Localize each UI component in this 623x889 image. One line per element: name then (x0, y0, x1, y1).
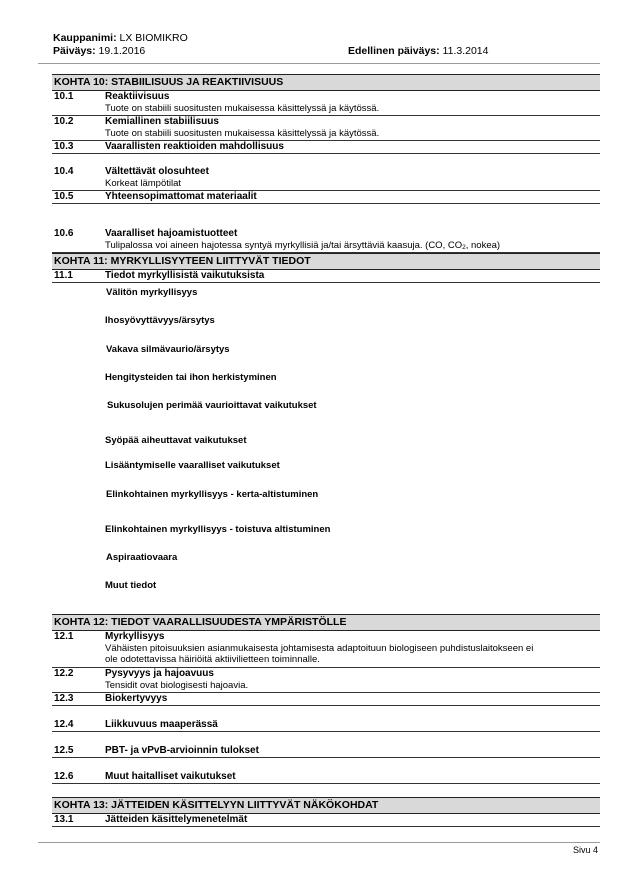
row-title: Yhteensopimattomat materiaalit (105, 191, 257, 202)
row-number: 11.1 (54, 270, 73, 281)
row-title: Reaktiivisuus (105, 91, 170, 102)
row-12-5 (52, 745, 600, 758)
row-text: Tensidit ovat biologisesti hajoavia. (105, 680, 249, 691)
tox-item: Elinkohtainen myrkyllisyys - toistuva altistuminen (105, 524, 331, 535)
row-number: 12.1 (54, 631, 74, 642)
row-11-1 (52, 270, 600, 283)
row-text-line-1: Vähäisten pitoisuuksien asianmukaisesta johtamisesta adaptoituun biologiseen puhdistuslaitokseen ei (105, 643, 534, 654)
row-number: 10.2 (54, 116, 74, 127)
row-10-3 (52, 141, 600, 154)
document-body (52, 74, 600, 827)
row-text-b: , nokea) (465, 240, 501, 251)
row-title: Biokertyvyys (105, 693, 168, 704)
spacer (52, 706, 600, 719)
header-company (53, 32, 188, 45)
row-12-4 (52, 719, 600, 732)
row-number: 13.1 (54, 814, 74, 825)
tox-item: Ihosyövyttävyys/ärsytys (105, 315, 215, 326)
section-13-header: KOHTA 13: JÄTTEIDEN KÄSITTELYYN LIITTYVÄT NÄKÖKOHDAT (52, 797, 600, 814)
row-text-sub: 2 (462, 244, 466, 251)
row-title: Vaaralliset hajoamistuotteet (105, 228, 238, 239)
tox-item: Muut tiedot (105, 580, 157, 591)
section-12-header: KOHTA 12: TIEDOT VAARALLISUUDESTA YMPÄRISTÖLLE (52, 614, 600, 631)
row-10-2 (52, 116, 600, 141)
row-12-6 (52, 771, 600, 784)
company-label: Kauppanimi: (53, 32, 117, 44)
spacer (52, 204, 600, 228)
row-text: Tuote on stabiili suositusten mukaisessa käsittelyssä ja käytössä. (105, 103, 380, 114)
row-number: 12.3 (54, 693, 74, 704)
header-divider (38, 63, 600, 64)
row-number: 10.6 (54, 228, 74, 239)
spacer (52, 784, 600, 797)
tox-item: Hengitysteiden tai ihon herkistyminen (105, 372, 277, 383)
row-title: Kemiallinen stabiilisuus (105, 116, 219, 127)
tox-item: Lisääntymiselle vaaralliset vaikutukset (105, 460, 280, 471)
row-title: Pysyvyys ja hajoavuus (105, 668, 214, 679)
row-13-1 (52, 814, 600, 827)
tox-item: Vakava silmävaurio/ärsytys (106, 344, 230, 355)
row-number: 12.5 (54, 745, 74, 756)
row-number: 12.2 (54, 668, 74, 679)
row-12-1 (52, 631, 600, 668)
prev-date-value: 11.3.2014 (442, 45, 489, 57)
row-title: Liikkuvuus maaperässä (105, 719, 218, 730)
row-text (105, 240, 600, 253)
row-title: Muut haitalliset vaikutukset (105, 771, 236, 782)
tox-item: Elinkohtainen myrkyllisyys - kerta-altistuminen (106, 489, 319, 500)
tox-item: Aspiraatiovaara (106, 552, 178, 563)
row-title: Vältettävät olosuhteet (105, 166, 209, 177)
row-title: Tiedot myrkyllisistä vaikutuksista (105, 270, 265, 281)
row-number: 10.4 (54, 166, 74, 177)
row-text: Tuote on stabiili suositusten mukaisessa käsittelyssä ja käytössä. (105, 128, 380, 139)
row-title: Vaarallisten reaktioiden mahdollisuus (105, 141, 284, 152)
tox-item: Sukusolujen perimää vaurioittavat vaikutukset (107, 400, 317, 411)
company-value: LX BIOMIKRO (119, 32, 188, 44)
row-number: 12.6 (54, 771, 74, 782)
row-10-6 (52, 228, 600, 253)
toxicity-list (52, 283, 600, 613)
section-11-header: KOHTA 11: MYRKYLLISYYTEEN LIITTYVÄT TIEDOT (52, 253, 600, 270)
section-10-header: KOHTA 10: STABIILISUUS JA REAKTIIVISUUS (52, 74, 600, 91)
row-10-1 (52, 91, 600, 116)
date-value: 19.1.2016 (98, 45, 146, 57)
row-12-3 (52, 693, 600, 706)
tox-item: Välitön myrkyllisyys (106, 287, 198, 298)
row-title: PBT- ja vPvB-arvioinnin tulokset (105, 745, 259, 756)
header-date (53, 45, 145, 58)
row-number: 12.4 (54, 719, 74, 730)
spacer (52, 732, 600, 745)
footer-divider (38, 842, 600, 843)
header-prev-date (348, 45, 488, 58)
row-10-4 (52, 166, 600, 191)
page-number: Sivu 4 (572, 845, 598, 855)
spacer (52, 758, 600, 771)
row-text: Korkeat lämpötilat (105, 178, 182, 189)
row-text-line-2: ole odotettavissa häiriöitä aktiivilietteen toiminnalle. (105, 654, 320, 665)
prev-date-label: Edellinen päiväys: (348, 45, 440, 57)
date-label: Päiväys: (53, 45, 96, 57)
row-number: 10.5 (54, 191, 74, 202)
row-number: 10.3 (54, 141, 74, 152)
row-12-2 (52, 668, 600, 693)
row-10-5 (52, 191, 600, 204)
row-text-a: Tulipalossa voi aineen hajotessa syntyä myrkyllisiä ja/tai ärsyttäviä kaasuja. (CO, CO (105, 240, 463, 251)
row-number: 10.1 (54, 91, 74, 102)
spacer (52, 154, 600, 166)
row-title: Jätteiden käsittelymenetelmät (105, 814, 248, 825)
tox-item: Syöpää aiheuttavat vaikutukset (105, 435, 247, 446)
row-title: Myrkyllisyys (105, 631, 165, 642)
